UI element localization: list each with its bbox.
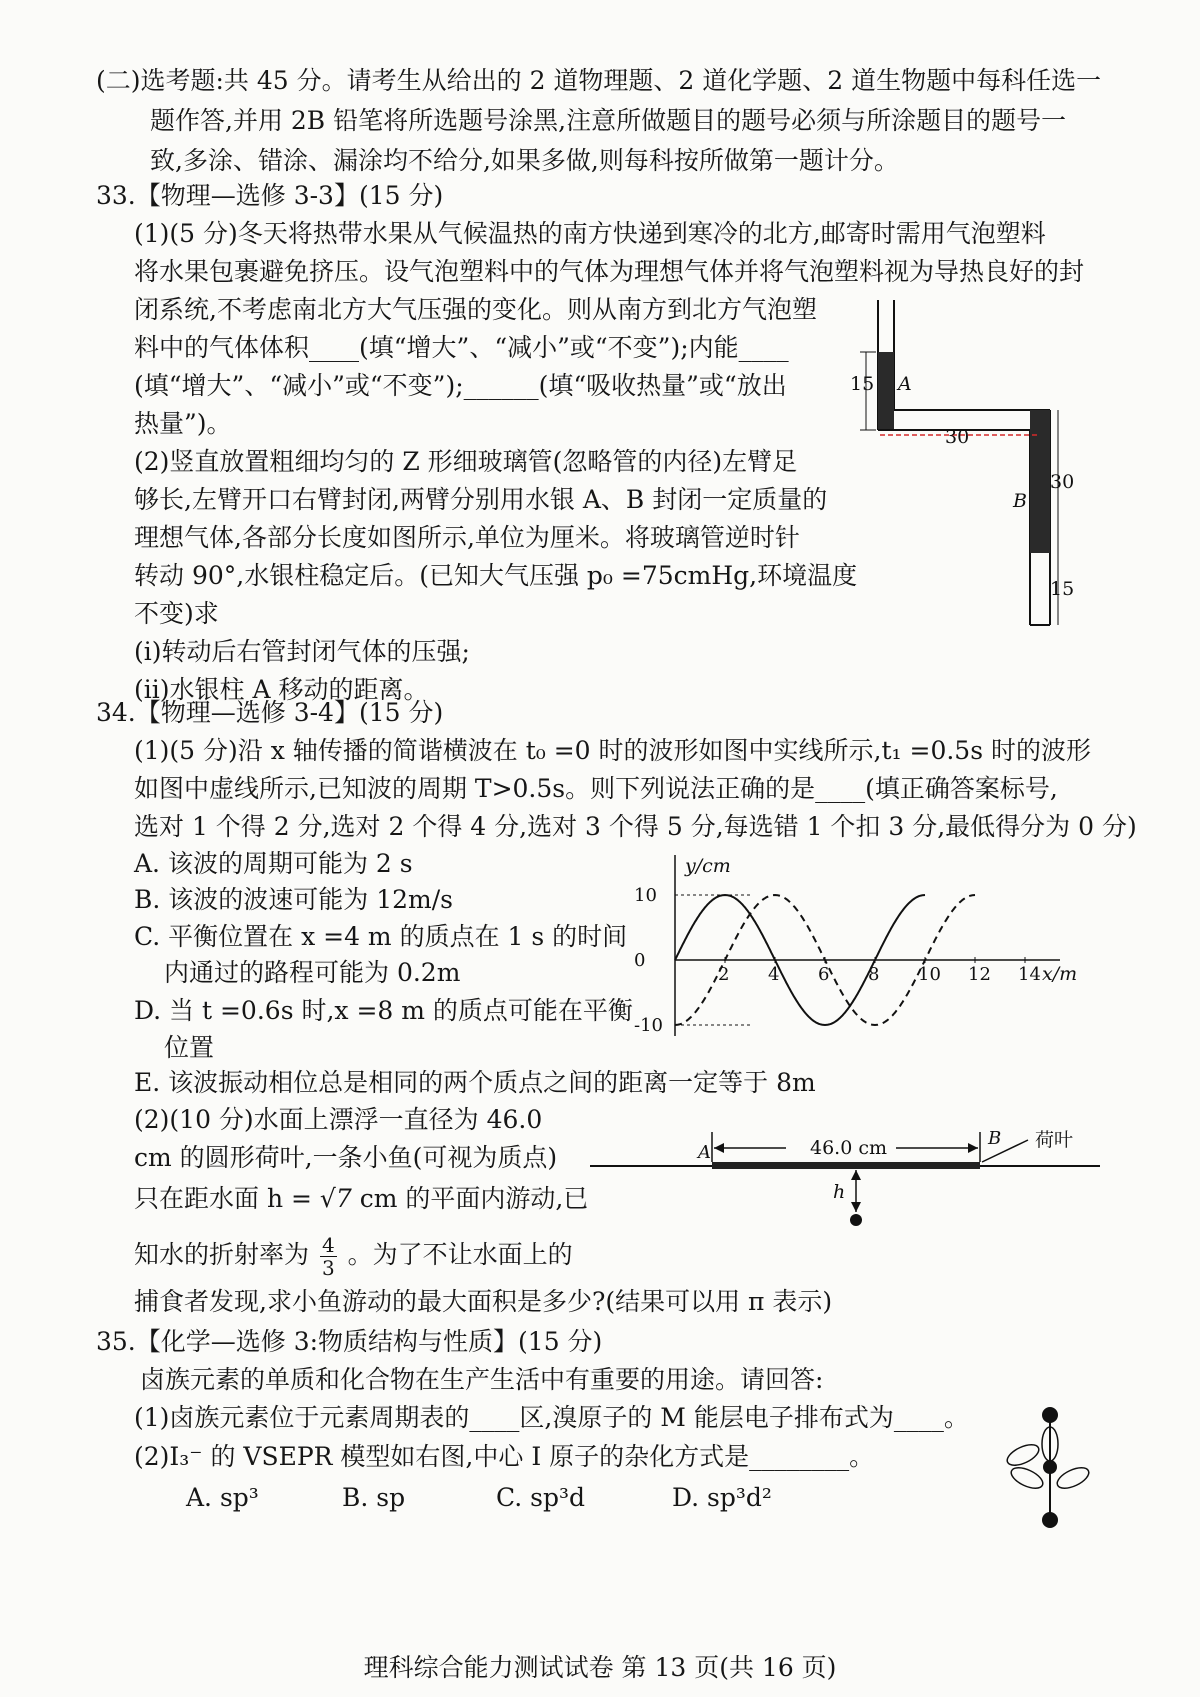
- atom-center: [1043, 1460, 1057, 1474]
- section-line-1: (二)选考题:共 45 分。请考生从给出的 2 道物理题、2 道化学题、2 道生物题中每科任选一: [96, 66, 1102, 95]
- atom-top: [1042, 1407, 1058, 1423]
- q35-sub-2: (2)I₃⁻ 的 VSEPR 模型如右图,中心 I 原子的杂化方式是________。: [134, 1442, 875, 1471]
- q33-p1-line4: 料中的气体体积____(填“增大”、“减小”或“不变”);内能____: [134, 333, 789, 362]
- q35-header: 35.【化学—选修 3:物质结构与性质】(15 分): [96, 1327, 603, 1356]
- x-axis-label: x/m: [1042, 963, 1078, 985]
- section-line-3: 致,多涂、错涂、漏涂均不给分,如果多做,则每科按所做第一题计分。: [150, 146, 899, 175]
- q33-p2-line2: 够长,左臂开口右臂封闭,两臂分别用水银 A、B 封闭一定质量的: [134, 485, 828, 514]
- y-tick--10: -10: [634, 1015, 663, 1036]
- x-tick-12: 12: [968, 964, 991, 985]
- q34-option-e: E. 该波振动相位总是相同的两个质点之间的距离一定等于 8m: [134, 1068, 816, 1097]
- q34-p1-line2: 如图中虚线所示,已知波的周期 T>0.5s。则下列说法正确的是____(填正确答案标号,: [134, 774, 1058, 803]
- q33-p2-line1: (2)竖直放置粗细均匀的 Z 形细玻璃管(忽略管的内径)左臂足: [134, 447, 798, 476]
- mercury-column-a: [878, 352, 894, 430]
- q35-intro: 卤族元素的单质和化合物在生产生活中有重要的用途。请回答:: [140, 1365, 824, 1394]
- label-lotus-leaf: 荷叶: [1035, 1129, 1074, 1151]
- q34-p2-line2: cm 的圆形荷叶,一条小鱼(可视为质点): [134, 1143, 558, 1172]
- label-a: A: [898, 373, 912, 395]
- q33-header: 33.【物理—选修 3-3】(15 分): [96, 181, 444, 210]
- q34-option-b: B. 该波的波速可能为 12m/s: [134, 885, 453, 914]
- label-b: B: [1013, 490, 1027, 512]
- q34-option-d-line2: 位置: [164, 1033, 215, 1062]
- q34-p2-line1: (2)(10 分)水面上漂浮一直径为 46.0: [134, 1105, 543, 1134]
- lotus-leaf-figure: [590, 1110, 1100, 1235]
- x-tick-2: 2: [718, 964, 730, 985]
- q33-p1-line6: 热量”)。: [134, 409, 232, 438]
- label-30h: 30: [945, 426, 970, 448]
- lone-pair-right: [1054, 1464, 1092, 1493]
- x-tick-4: 4: [768, 964, 780, 985]
- z-tube-figure: [850, 295, 1090, 640]
- q33-p1-line3: 闭系统,不考虑南北方大气压强的变化。则从南方到北方气泡塑: [134, 295, 817, 324]
- y-axis-label: y/cm: [685, 855, 731, 877]
- q33-p2-line3: 理想气体,各部分长度如图所示,单位为厘米。将玻璃管逆时针: [134, 523, 800, 552]
- x-tick-8: 8: [868, 964, 880, 985]
- fish-dot: [850, 1214, 862, 1226]
- q34-p2-line3-c: cm 的平面内游动,已: [359, 1184, 589, 1213]
- x-tick-10: 10: [918, 964, 941, 985]
- label-point-a: A: [698, 1142, 711, 1163]
- x-tick-14: 14: [1018, 964, 1041, 985]
- q34-p1-line1: (1)(5 分)沿 x 轴传播的简谐横波在 t₀ =0 时的波形如图中实线所示,t₁ =0.5s 时的波形: [134, 736, 1091, 765]
- vsepr-model-figure: [1005, 1400, 1095, 1535]
- q34-p2-line4: [134, 1234, 573, 1279]
- q34-p1-line3: 选对 1 个得 2 分,选对 2 个得 4 分,选对 3 个得 5 分,每选错 1 个扣 3 分,最低得分为 0 分): [134, 812, 1137, 841]
- q33-p1-line1: (1)(5 分)冬天将热带水果从气候温热的南方快递到寒冷的北方,邮寄时需用气泡塑料: [134, 219, 1046, 248]
- q35-sub-1: (1)卤族元素位于元素周期表的____区,溴原子的 M 能层电子排布式为____。: [134, 1403, 969, 1432]
- label-depth-h: h: [833, 1181, 846, 1203]
- label-30v: 30: [1050, 471, 1075, 493]
- q34-header: 34.【物理—选修 3-4】(15 分): [96, 698, 444, 727]
- q35-option-c: C. sp³d: [496, 1483, 585, 1512]
- q34-p2-line3-a: 只在距水面 h =: [134, 1184, 312, 1213]
- q33-p2-line5: 不变)求: [134, 599, 219, 628]
- q34-p2-line3: [134, 1184, 588, 1214]
- q34-p2-line4-a: 知水的折射率为: [134, 1240, 310, 1269]
- q35-option-b: B. sp: [342, 1483, 406, 1512]
- q33-p1-line5: (填“增大”、“减小”或“不变”);______(填“吸收热量”或“放出: [134, 371, 787, 400]
- q35-option-a: A. sp³: [186, 1483, 259, 1512]
- label-point-b: B: [988, 1128, 1002, 1149]
- label-leaf-diameter: 46.0 cm: [810, 1137, 888, 1159]
- x-tick-6: 6: [818, 964, 830, 985]
- lotus-leaf: [712, 1162, 980, 1169]
- y-tick-10: 10: [634, 885, 657, 906]
- q34-p2-line4-b: 。为了不让水面上的: [347, 1240, 573, 1269]
- q35-option-d: D. sp³d²: [672, 1483, 772, 1512]
- section-line-2: 题作答,并用 2B 铅笔将所选题号涂黑,注意所做题目的题号必须与所涂题目的题号一: [150, 106, 1067, 135]
- q33-sub-ii: (ⅱ)水银柱 A 移动的距离。: [134, 675, 429, 704]
- fraction-numerator: 4: [321, 1233, 335, 1257]
- q34-option-c-line1: C. 平衡位置在 x =4 m 的质点在 1 s 的时间: [134, 922, 628, 951]
- label-15a: 15: [850, 373, 875, 395]
- lone-pair-left: [1008, 1464, 1046, 1493]
- q34-option-c-line2: 内通过的路程可能为 0.2m: [164, 958, 461, 987]
- wave-chart: [630, 850, 1090, 1050]
- page-footer: 理科综合能力测试试卷 第 13 页(共 16 页): [363, 1653, 837, 1682]
- y-tick-0: 0: [634, 950, 646, 971]
- atom-bottom: [1042, 1512, 1058, 1528]
- fraction-denominator: 3: [321, 1256, 335, 1280]
- lone-pair-upper-left: [1005, 1441, 1042, 1470]
- q34-p2-line5: 捕食者发现,求小鱼游动的最大面积是多少?(结果可以用 π 表示): [134, 1287, 833, 1316]
- q33-sub-i: (ⅰ)转动后右管封闭气体的压强;: [134, 637, 470, 666]
- label-15b: 15: [1050, 578, 1075, 600]
- mercury-column-b: [1030, 410, 1050, 553]
- sqrt7: √7: [319, 1184, 352, 1213]
- fraction-4-3: [320, 1234, 337, 1279]
- q34-option-a: A. 该波的周期可能为 2 s: [134, 849, 413, 878]
- q33-p1-line2: 将水果包裹避免挤压。设气泡塑料中的气体为理想气体并将气泡塑料视为导热良好的封: [134, 257, 1085, 286]
- q33-p2-line4: 转动 90°,水银柱稳定后。(已知大气压强 p₀ =75cmHg,环境温度: [134, 561, 858, 590]
- q34-option-d-line1: D. 当 t =0.6s 时,x =8 m 的质点可能在平衡: [134, 996, 633, 1025]
